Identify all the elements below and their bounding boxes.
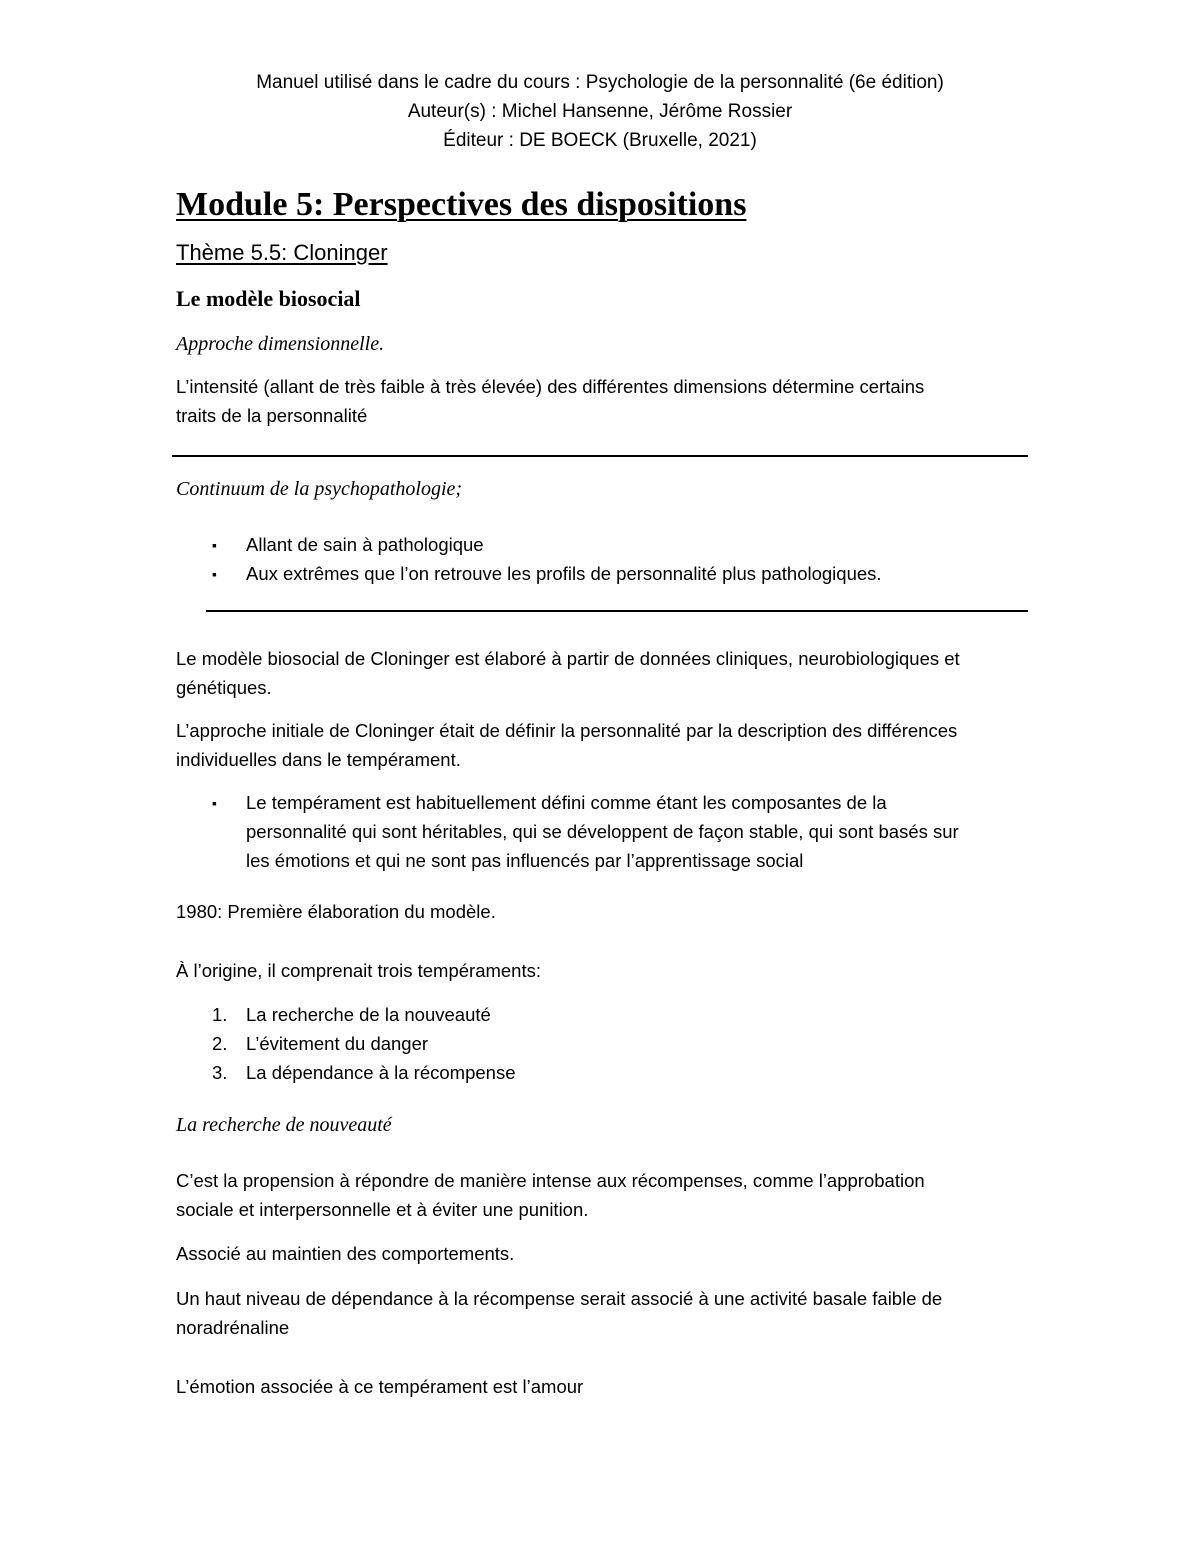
list-number: 1.: [212, 1004, 228, 1025]
nouveaute-p1-line2: sociale et interpersonnelle et à éviter une punition.: [176, 1199, 589, 1220]
temperament-def-line2: personnalité qui sont héritables, qui se développent de façon stable, qui sont basés sur: [246, 821, 959, 842]
list-number: 2.: [212, 1033, 228, 1054]
para1-line2: génétiques.: [176, 677, 272, 698]
para1-line1: Le modèle biosocial de Cloninger est élaboré à partir de données cliniques, neurobiologiques et: [176, 648, 960, 669]
authors-line: Auteur(s) : Michel Hansenne, Jérôme Rossier: [407, 101, 793, 122]
theme-title: Thème 5.5: Cloninger: [176, 240, 388, 265]
para2-line1: L’approche initiale de Cloninger était de définir la personnalité par la description des différences: [176, 720, 958, 741]
nouveaute-p2: Associé au maintien des comportements.: [176, 1243, 515, 1264]
temperament-item-2: L’évitement du danger: [246, 1033, 429, 1054]
bullet-icon: ▪: [212, 566, 217, 582]
approche-text-line2: traits de la personnalité: [176, 405, 368, 426]
bullet-icon: ▪: [212, 537, 217, 553]
temperament-def-line1: Le tempérament est habituellement défini comme étant les composantes de la: [246, 792, 887, 813]
nouveaute-p4: L’émotion associée à ce tempérament est l’amour: [176, 1376, 584, 1397]
nouveaute-heading: La recherche de nouveauté: [176, 1114, 392, 1136]
temperament-item-1: La recherche de la nouveauté: [246, 1004, 491, 1025]
approche-text-line1: L’intensité (allant de très faible à très élevée) des différentes dimensions détermine certains: [176, 376, 925, 397]
temperament-item-3: La dépendance à la récompense: [246, 1062, 516, 1083]
continuum-heading: Continuum de la psychopathologie;: [176, 478, 463, 500]
nouveaute-p3-line1: Un haut niveau de dépendance à la récompense serait associé à une activité basale faible de: [176, 1288, 943, 1309]
origin-line: À l’origine, il comprenait trois tempéraments:: [176, 960, 542, 981]
temperament-def-line3: les émotions et qui ne sont pas influencés par l’apprentissage social: [246, 850, 804, 871]
list-number: 3.: [212, 1062, 228, 1083]
horizontal-divider: [172, 455, 1028, 457]
continuum-bullet-2: Aux extrêmes que l’on retrouve les profils de personnalité plus pathologiques.: [246, 563, 882, 584]
bullet-icon: ▪: [212, 795, 217, 811]
approche-heading: Approche dimensionnelle.: [176, 333, 385, 355]
nouveaute-p3-line2: noradrénaline: [176, 1317, 290, 1338]
module-title: Module 5: Perspectives des dispositions: [176, 186, 747, 223]
course-manual-line: Manuel utilisé dans le cadre du cours : Psychologie de la personnalité (6e édition): [256, 72, 944, 93]
continuum-bullet-1: Allant de sain à pathologique: [246, 534, 484, 555]
horizontal-divider: [206, 610, 1028, 612]
publisher-line: Éditeur : DE BOECK (Bruxelle, 2021): [443, 130, 757, 151]
para2-line2: individuelles dans le tempérament.: [176, 749, 461, 770]
section-title: Le modèle biosocial: [176, 286, 361, 311]
year-line: 1980: Première élaboration du modèle.: [176, 901, 496, 922]
nouveaute-p1-line1: C’est la propension à répondre de manière intense aux récompenses, comme l’approbation: [176, 1170, 925, 1191]
